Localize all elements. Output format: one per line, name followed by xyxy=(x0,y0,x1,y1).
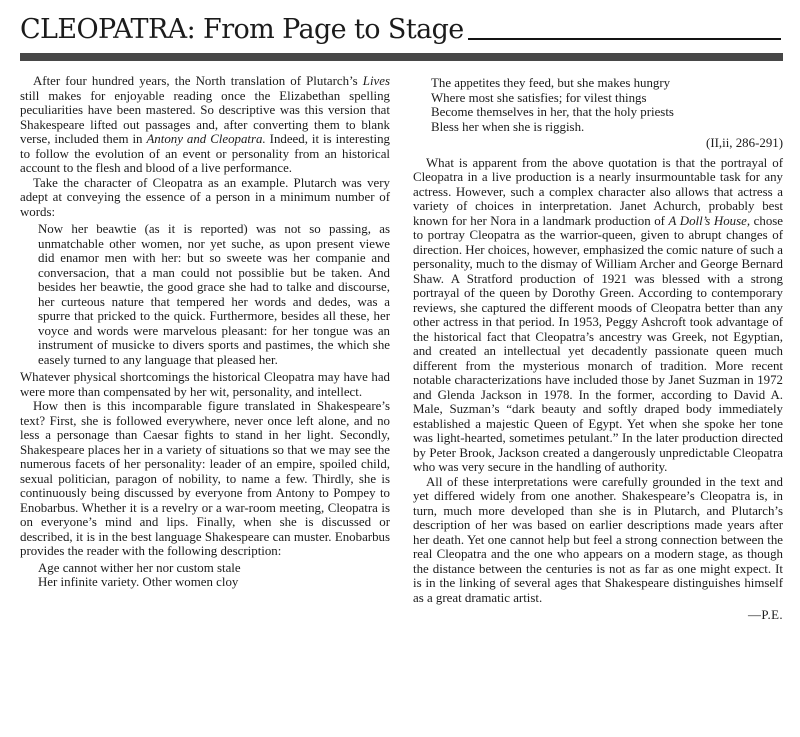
act-scene-citation xyxy=(413,136,783,151)
text-run: Take the character of Cleopatra as an example. Plutarch was very adept at conveying the essence of a person in a minimum number of words: xyxy=(20,175,390,219)
text-run: Whatever physical shortcomings the historical Cleopatra may have had were more than compensated by her wit, personality, and intellect. xyxy=(20,370,390,399)
paragraph xyxy=(413,156,783,475)
text-run: (II,ii, 286-291) xyxy=(706,136,783,151)
text-run: How then is this incomparable figure translated in Shakespeare’s text? First, she is followed everywhere, never once left alone, and no less a personage than Caesar fights to stand in her light. Secondly, Shakespeare places her in a variety of situations so that we may see the numerous facets of her personality: leader of an empire, spoiled child, sexual politician, paragon of nobility, to name a few. Thirdly, she is continuously being discussed by everyone from Antony to Pompey to Enobarbus. Whether it is a revelry or a war-room meeting, Cleopatra is on everyone’s mind and lips. Finally, when she is discussed or described, it is in the best language Shakespeare can muster. Enobarbus provides the reader with the following description: xyxy=(20,399,390,559)
paragraph xyxy=(20,399,390,559)
text-run: chose to portray Cleopatra as the warrior-queen, given to abrupt changes of direction. Her choices, however, emphasized the comic nature of such a personality, much to the dismay of William Archer and George Bernard Shaw. A Stratford production of 1921 was blessed with a strong portrayal of the queen by Dorothy Green. According to contemporary reviews, she captured the different moods of Cleopatra better than any other actress in that period. In 1953, Peggy Ashcroft took advantage of the historical fact that Cleopatra’s ancestry was Greek, not Egyptian, and created an intellectual yet decadently passionate queen much different from the mysterious monarch of tradition. More recent notable characterizations have included those by Janet Suzman in 1972 and Glenda Jackson in 1978. In the former, according to David A. Male, Suzman’s “dark beauty and softly draped body immediately established a majestic Queen of Egypt. Yet when she spoke her tone was light-hearted, sometimes petulant.” In the later production directed by Peter Brook, Jackson created a dangerously unpredictable Cleopatra who was very secure in the handling of authority. xyxy=(413,213,784,475)
text-run: Indeed, it is interesting to follow the evolution of an event or personality from an historical account to the flesh and blood of a live performance. xyxy=(20,132,390,176)
verse-line: Become themselves in her, that the holy priests xyxy=(431,105,674,120)
text-run: What is apparent from the above quotation is that the portrayal of Cleopatra in a live production is a nearly insurmountable task for any actress. However, such a complex character also allows that actress a variety of choices in interpretation. Janet Achurch, probably best known for her Nora in a landmark production of xyxy=(413,155,783,228)
italic-title-text: Lives xyxy=(362,74,390,89)
column-right xyxy=(413,74,783,623)
italic-title-text: Antony and Cleopatra. xyxy=(146,132,266,147)
verse-line: Her infinite variety. Other women cloy xyxy=(38,575,239,590)
author-byline xyxy=(413,608,783,623)
title-underline-rule xyxy=(468,38,781,40)
verse-line: Age cannot wither her nor custom stale xyxy=(38,560,241,575)
text-run: —P.E. xyxy=(748,608,783,623)
column-left xyxy=(20,74,390,623)
article-header xyxy=(20,15,783,61)
verse-quote xyxy=(38,561,390,590)
header-divider-bar xyxy=(20,53,783,61)
title-row xyxy=(20,15,783,44)
text-run: Now her beawtie (as it is reported) was not so passing, as unmatchable other women, nor yet suche, as upon present viewe did enamor men with her: but so sweete was her companie and conversacion, that a man could not possiblie but be taken. And besides her beawtie, the good grace she had to talke and discourse, her curteous nature that tempered her words and dedes, was a spurre that pricked to the quick. Furthermore, besides all these, her voyce and words were marvelous pleasant: for her tongue was an instrument of musicke to divers sports and pastimes, the which she easely turned to any language that pleased her. xyxy=(38,222,390,367)
verse-line: Where most she satisfies; for vilest things xyxy=(431,90,647,105)
paragraph xyxy=(413,475,783,606)
paragraph xyxy=(20,370,390,399)
text-run: still makes for enjoyable reading once the Elizabethan spelling peculiarities have been mastered. So descriptive was this version that Shakespeare lifted out passages and, after converting them to blank verse, included them in xyxy=(20,88,390,147)
paragraph xyxy=(20,176,390,220)
italic-title-text: A Doll’s House, xyxy=(668,213,751,228)
verse-line: The appetites they feed, but she makes hungry xyxy=(431,76,671,91)
article-body xyxy=(20,74,783,623)
page-title: CLEOPATRA: From Page to Stage xyxy=(20,14,464,45)
text-run: After four hundred years, the North translation of Plutarch’s xyxy=(33,74,363,89)
verse-quote xyxy=(431,76,783,134)
verse-line: Bless her when she is riggish. xyxy=(431,119,585,134)
text-run: All of these interpretations were carefully grounded in the text and yet differed widely from one another. Shakespeare’s Cleopatra is, in turn, much more developed than she is in Plutarch, and Plutarch’s description of her was based on earlier descriptions made years after her death. Yet one cannot help but feel a strong connection between the real Cleopatra and the one who appears on a modern stage, as though the distance between the centuries is not as far as one might expect. It is in the linking of several ages that Shakespeare distinguishes himself as a great dramatic artist. xyxy=(413,474,783,605)
paragraph xyxy=(20,74,390,176)
block-quote xyxy=(38,222,390,367)
